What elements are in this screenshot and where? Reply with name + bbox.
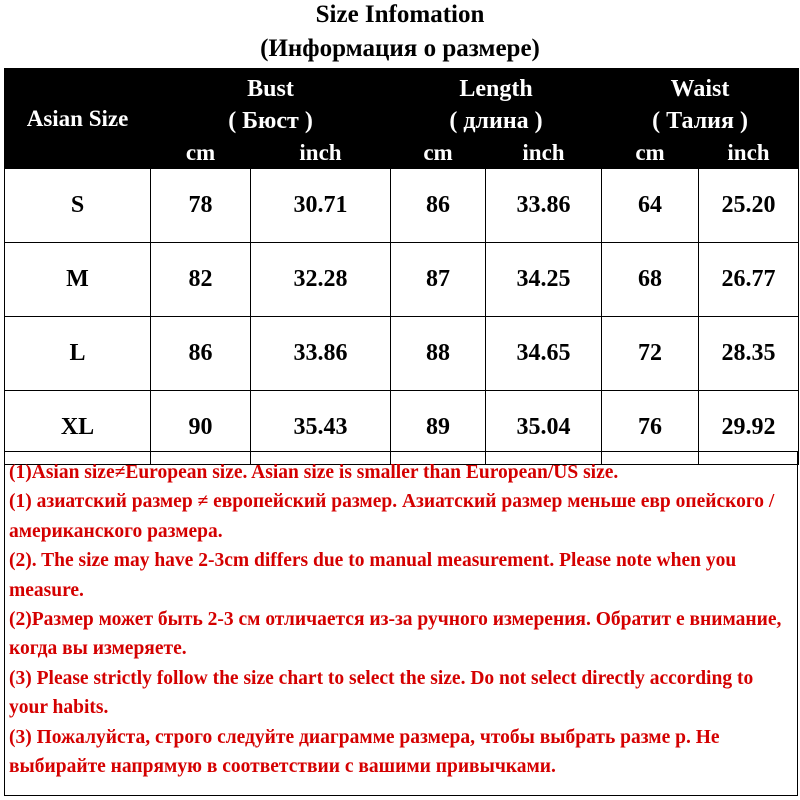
table-cell: 34.25 <box>486 243 602 317</box>
table-cell: 76 <box>602 391 699 465</box>
table-row <box>5 317 799 391</box>
note-line: (3) Пожалуйста, строго следуйте диаграмме размера, чтобы выбрать разме р. Не выбирайте напрямую в соответствии с вашими привычками. <box>9 726 720 778</box>
notes-box <box>4 451 798 796</box>
group-name: Bust <box>247 76 294 102</box>
table-cell: 29.92 <box>699 391 799 465</box>
unit-label: cm <box>391 138 486 169</box>
unit-label: inch <box>251 138 391 169</box>
page-title: Size Infomation <box>315 1 485 28</box>
size-label: L <box>5 317 151 391</box>
table-cell: 72 <box>602 317 699 391</box>
table-cell: 35.04 <box>486 391 602 465</box>
unit-label: cm <box>151 138 251 169</box>
group-header-waist <box>602 69 799 138</box>
unit-label: cm <box>602 138 699 169</box>
table-row <box>5 243 799 317</box>
table-cell: 89 <box>391 391 486 465</box>
size-label: M <box>5 243 151 317</box>
size-label: XL <box>5 391 151 465</box>
note-line: (1)Asian size≠European size. Asian size is smaller than European/US size. <box>9 462 619 483</box>
unit-label: inch <box>699 138 799 169</box>
table-cell: 35.43 <box>251 391 391 465</box>
group-sub: ( Бюст ) <box>228 108 313 134</box>
table-cell: 28.35 <box>699 317 799 391</box>
group-name: Length <box>459 76 533 102</box>
note-line: (1) азиатский размер ≠ европейский размер. Азиатский размер меньше евр опейского / американского размера. <box>9 491 775 542</box>
note-line: (2). The size may have 2-3cm differs due to manual measurement. Please note when you measure. <box>9 550 737 601</box>
group-header-length <box>391 69 602 138</box>
table-cell: 78 <box>151 169 251 243</box>
table-cell: 64 <box>602 169 699 243</box>
table-cell: 33.86 <box>251 317 391 391</box>
group-header-bust <box>151 69 391 138</box>
table-cell: 68 <box>602 243 699 317</box>
group-sub: ( Талия ) <box>652 108 748 134</box>
table-row <box>5 169 799 243</box>
table-cell: 87 <box>391 243 486 317</box>
table-cell: 32.28 <box>251 243 391 317</box>
group-sub: ( длина ) <box>449 108 543 134</box>
table-header-row <box>5 69 799 138</box>
size-label: S <box>5 169 151 243</box>
row-header-asian-size: Asian Size <box>5 69 151 169</box>
unit-label: inch <box>486 138 602 169</box>
table-cell: 30.71 <box>251 169 391 243</box>
table-cell: 33.86 <box>486 169 602 243</box>
table-cell: 34.65 <box>486 317 602 391</box>
table-cell: 25.20 <box>699 169 799 243</box>
page-subtitle: (Информация о размере) <box>260 35 540 62</box>
table-cell: 88 <box>391 317 486 391</box>
table-cell: 86 <box>151 317 251 391</box>
group-name: Waist <box>670 76 730 102</box>
table-cell: 82 <box>151 243 251 317</box>
note-line: (2)Размер может быть 2-3 см отличается из-за ручного измерения. Обратит е внимание, когда вы измеряете. <box>9 609 782 660</box>
table-cell: 90 <box>151 391 251 465</box>
table-cell: 26.77 <box>699 243 799 317</box>
note-line: (3) Please strictly follow the size chart to select the size. Do not select directly according to your habits. <box>9 667 754 719</box>
size-table <box>4 68 799 465</box>
table-cell: 86 <box>391 169 486 243</box>
